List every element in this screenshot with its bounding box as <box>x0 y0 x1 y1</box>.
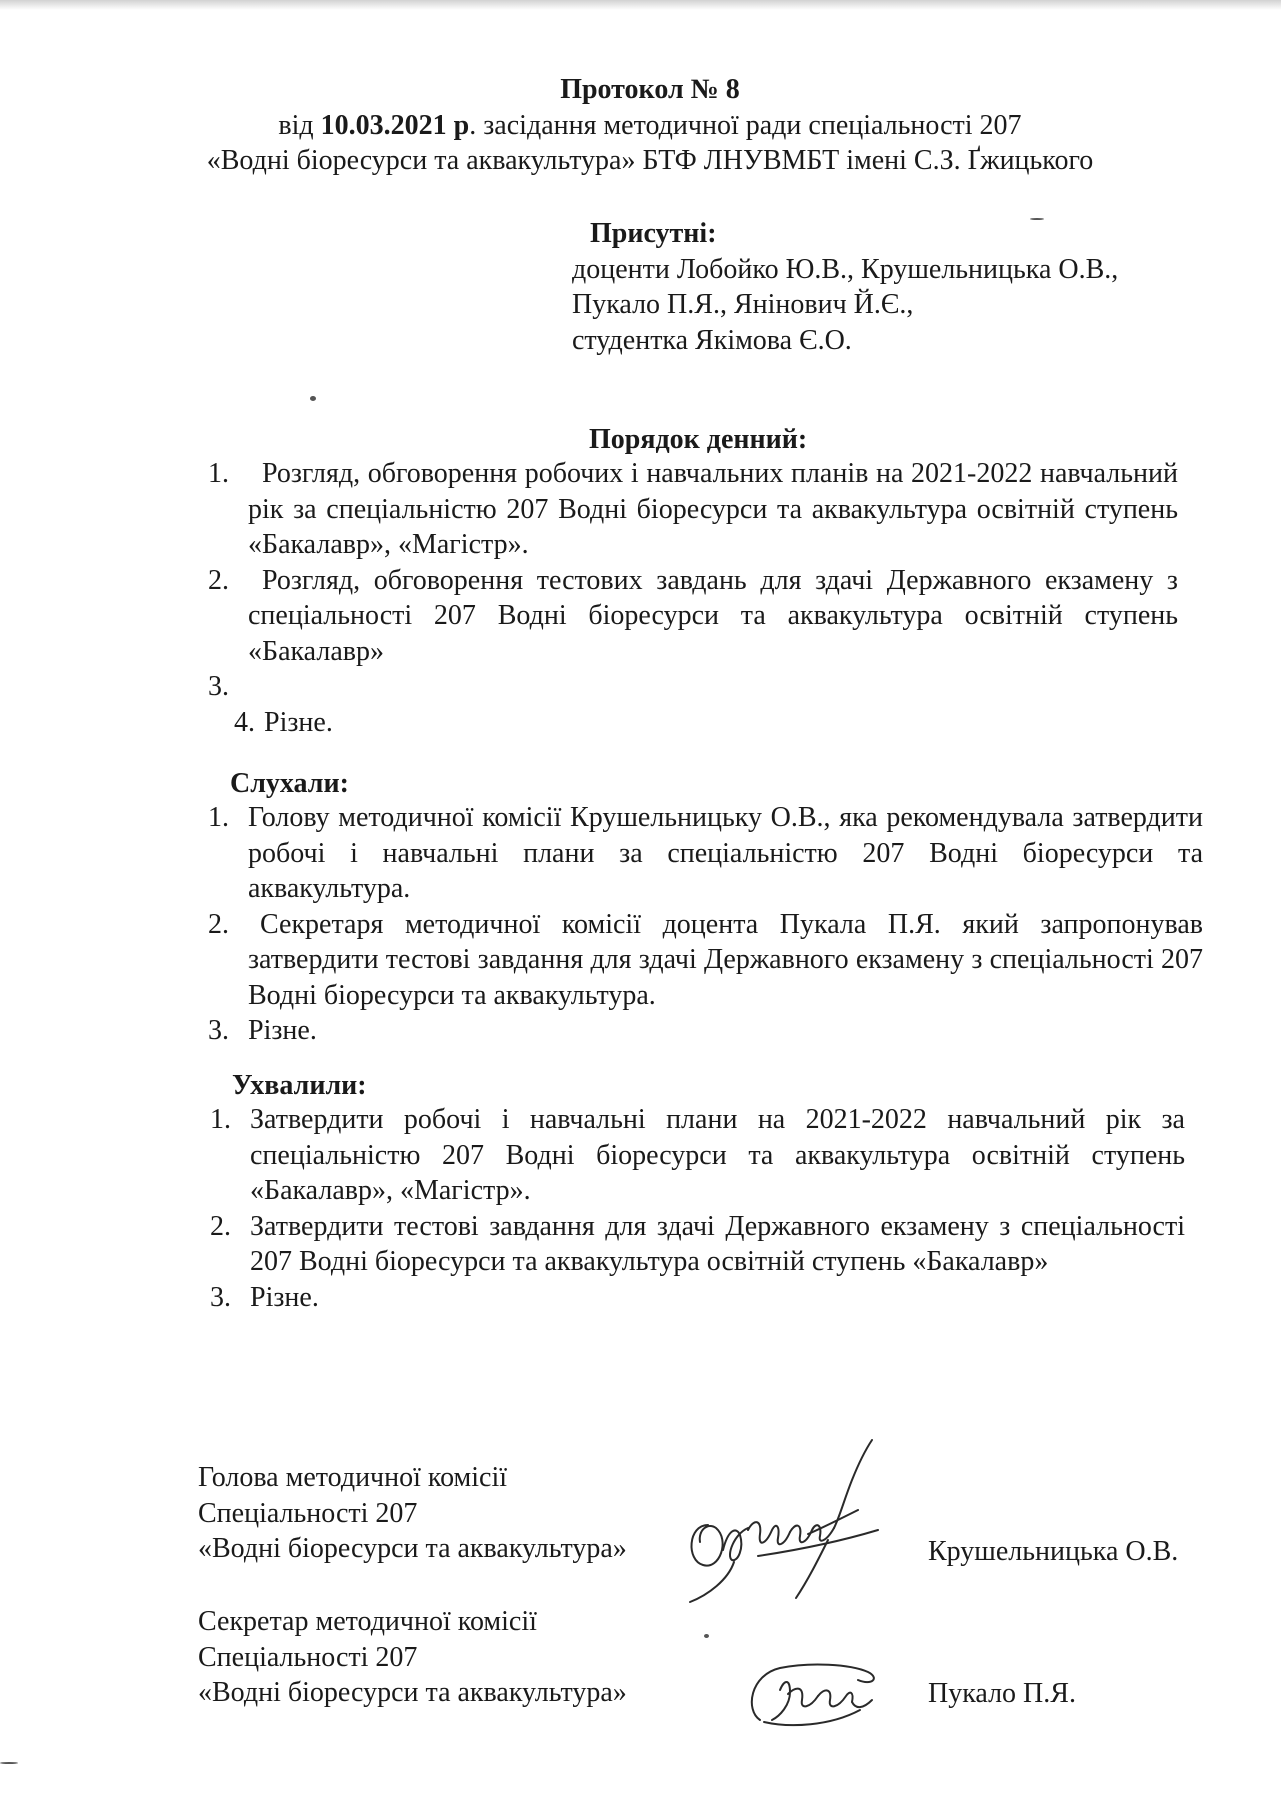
scan-speck <box>704 1634 709 1638</box>
item-number: 2. <box>208 564 229 596</box>
item-number: 3. <box>210 1281 231 1313</box>
signature-role-line: Голова методичної комісії <box>198 1462 508 1493</box>
item-text: Розгляд, обговорення робочих і навчальних планів на 2021-2022 навчальний рік за спеціальністю 207 Водні біоресурси та аквакультура освітній ступень «Бакалавр», «Магістр». <box>248 458 1178 561</box>
scan-speck <box>1030 218 1044 220</box>
decided-title: Ухвалили: <box>232 1070 367 1101</box>
present-line: доценти Лобойко Ю.В., Крушельницька О.В., <box>572 253 1119 285</box>
list-item <box>208 669 1178 705</box>
item-text: Різне. <box>248 1015 317 1047</box>
chair-handwritten-signature <box>668 1430 908 1610</box>
signature-role-line: Секретар методичної комісії <box>198 1606 537 1637</box>
list-item <box>234 705 1178 741</box>
present-line: Пукало П.Я., Янінович Й.Є., <box>572 289 914 321</box>
scan-edge <box>0 0 1281 10</box>
chair-name: Крушельницька О.В. <box>928 1536 1179 1567</box>
item-text: Різне. <box>250 1281 319 1313</box>
item-number: 3. <box>208 1015 229 1047</box>
secretary-signature-block <box>198 1604 758 1711</box>
item-number: 3. <box>208 671 229 703</box>
item-text: Розгляд, обговорення тестових завдань для здачі Державного екзамену з спеціальності 207 Водні біоресурси та аквакультура освітній ступень «Бакалавр» <box>248 564 1178 667</box>
item-text: Голову методичної комісії Крушельницьку О.В., яка рекомендувала затвердити робочі і навчальні плани за спеціальністю 207 Водні біоресурси та аквакультура. <box>248 802 1203 905</box>
present-block <box>572 216 1212 358</box>
list-item <box>208 563 1178 670</box>
item-number: 2. <box>210 1210 231 1242</box>
protocol-title: Протокол № 8 <box>560 74 740 105</box>
item-number: 4. <box>234 707 255 739</box>
secretary-handwritten-signature <box>740 1650 890 1740</box>
secretary-name: Пукало П.Я. <box>928 1678 1076 1709</box>
signature-role-line: Спеціальності 207 <box>198 1497 418 1529</box>
signature-role-line: «Водні біоресурси та аквакультура» <box>198 1533 627 1565</box>
item-text: Секретаря методичної комісії доцента Пукала П.Я. який запропонував затвердити тестові завдання для здачі Державного екзамену з спеціальності 207 Водні біоресурси та аквакультура. <box>248 908 1203 1011</box>
list-item <box>208 800 1203 907</box>
present-title: Присутні: <box>590 218 717 249</box>
heard-title: Слухали: <box>230 768 349 799</box>
list-item <box>208 1013 1203 1049</box>
item-number: 1. <box>210 1104 231 1135</box>
item-text: Затвердити тестові завдання для здачі Державного екзамену з спеціальності 207 Водні біоресурси та аквакультура освітній ступень «Бакалавр» <box>250 1210 1185 1278</box>
scan-speck <box>310 396 316 401</box>
agenda-list <box>208 456 1178 741</box>
list-item <box>210 1209 1185 1280</box>
item-text: Різне. <box>264 707 333 739</box>
list-item <box>208 456 1178 563</box>
date-suffix: . засідання методичної ради спеціальності 207 <box>469 109 1022 141</box>
heard-list <box>208 800 1203 1049</box>
protocol-date: 10.03.2021 р <box>320 109 470 141</box>
list-item <box>208 907 1203 1014</box>
protocol-organization: «Водні біоресурси та аквакультура» БТФ ЛНУВМБТ імені С.З. Ґжицького <box>206 145 1094 177</box>
item-number: 2. <box>208 908 229 940</box>
present-line: студентка Якімова Є.О. <box>572 324 852 356</box>
protocol-header <box>150 72 1150 179</box>
item-number: 1. <box>208 802 229 833</box>
protocol-date-line <box>150 108 1150 144</box>
item-text: Затвердити робочі і навчальні плани на 2021-2022 навчальний рік за спеціальністю 207 Водні біоресурси та аквакультура освітній ступень «Бакалавр», «Магістр». <box>250 1104 1185 1207</box>
agenda-title: Порядок денний: <box>589 424 808 455</box>
list-item <box>210 1102 1185 1209</box>
signature-role-line: Спеціальності 207 <box>198 1641 418 1673</box>
decided-list <box>210 1102 1185 1315</box>
date-prefix: від <box>278 109 321 141</box>
signature-role-line: «Водні біоресурси та аквакультура» <box>198 1677 627 1709</box>
item-number: 1. <box>208 458 229 489</box>
list-item <box>210 1280 1185 1316</box>
scan-speck <box>0 1762 18 1764</box>
